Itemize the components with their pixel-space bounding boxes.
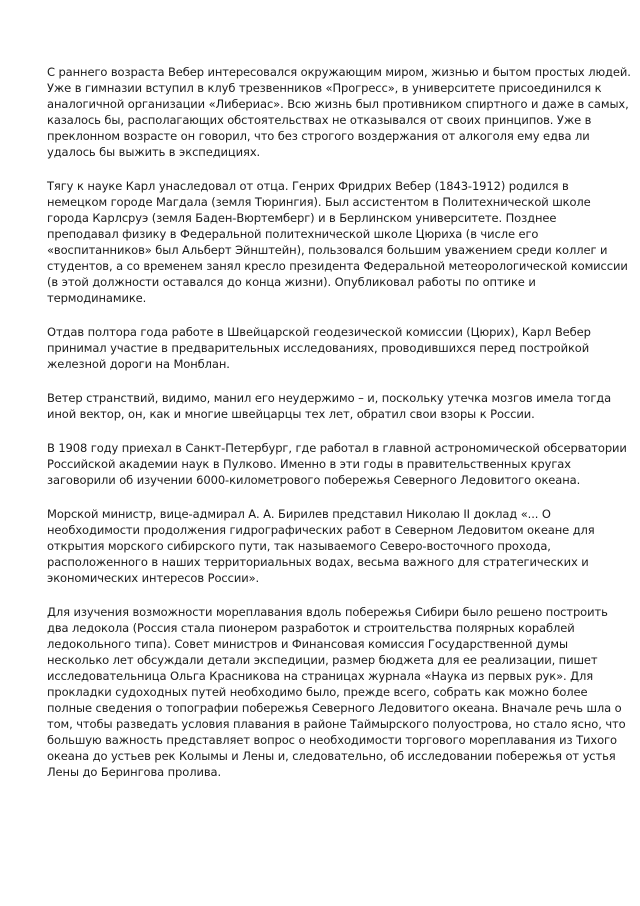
paragraph-naval-minister — [47, 506, 607, 586]
text-line: Ветер странствий, видимо, манил его неудержимо – и, поскольку утечка мозгов имела тогда — [47, 391, 612, 405]
paragraph-wanderlust — [47, 390, 612, 422]
text-line: студентов, а со временем занял кресло президента Федеральной метеорологической комиссии — [47, 259, 628, 273]
text-line: казалось бы, располагающих обстоятельствах не отказывался от своих принципов. Уже в — [47, 113, 592, 127]
text-line: преподавал физику в Федеральной политехнической школе Цюриха (в числе его — [47, 227, 539, 241]
text-line: термодинамике. — [47, 291, 147, 305]
text-line: немецком городе Магдала (земля Тюрингия). Был ассистентом в Политехнической школе — [47, 195, 591, 209]
text-line: С раннего возраста Вебер интересовался окружающим миром, жизнью и бытом простых людей. — [47, 65, 631, 79]
document-body — [47, 64, 631, 798]
text-line: Тягу к науке Карл унаследовал от отца. Генрих Фридрих Вебер (1843-1912) родился в — [47, 179, 569, 193]
text-line: принимал участие в предварительных исследованиях, проводившихся перед постройкой — [47, 341, 590, 355]
paragraph-geodetic-commission — [47, 324, 607, 372]
text-line: ледокольного типа). Совет министров и Финансовая комиссия Государственной думы — [47, 637, 568, 651]
text-line: «воспитанников» был Альберт Эйнштейн), пользовался большим уважением среди коллег и — [47, 243, 608, 257]
text-line: большую важность представляет вопрос о необходимости торгового мореплавания из Тихого — [47, 733, 617, 747]
text-line: открытия морского сибирского пути, так называемого Северо-восточного прохода, — [47, 539, 551, 553]
text-line: Для изучения возможности мореплавания вдоль побережья Сибири было решено построить — [47, 605, 608, 619]
text-line: экономических интересов России». — [47, 571, 260, 585]
text-line: том, чтобы разведать условия плавания в районе Таймырского полуострова, но стало ясно, что — [47, 717, 626, 731]
text-line: Уже в гимназии вступил в клуб трезвенников «Прогресс», в университете присоединился к — [47, 81, 602, 95]
text-line: иной вектор, он, как и многие швейцарцы тех лет, обратил свои взоры к России. — [47, 407, 535, 421]
text-line: города Карлсруэ (земля Баден-Вюртемберг) и в Берлинском университете. Позднее — [47, 211, 557, 225]
text-line: заговорили об изучении 6000-километрового побережья Северного Ледовитого океана. — [47, 473, 581, 487]
text-line: океана до устьев рек Колымы и Лены и, следовательно, об исследовании побережья от устья — [47, 749, 616, 763]
paragraph-father — [47, 178, 628, 306]
text-line: Морской министр, вице-адмирал А. А. Бирилев представил Николаю II доклад «... О — [47, 507, 551, 521]
paragraph-childhood — [47, 64, 631, 160]
paragraph-icebreakers — [47, 604, 626, 780]
text-line: В 1908 году приехал в Санкт-Петербург, где работал в главной астрономической обсерватории — [47, 441, 627, 455]
text-line: железной дороги на Монблан. — [47, 357, 230, 371]
text-line: исследовательница Ольга Красникова на страницах журнала «Наука из первых рук». Для — [47, 669, 594, 683]
text-line: аналогичной организации «Либериас». Всю жизнь был противником спиртного и даже в самых, — [47, 97, 629, 111]
text-line: преклонном возрасте он говорил, что без строгого воздержания от алкоголя ему едва ли — [47, 129, 590, 143]
text-line: Российской академии наук в Пулково. Именно в эти годы в правительственных кругах — [47, 457, 571, 471]
text-line: необходимости продолжения гидрографических работ в Северном Ледовитом океане для — [47, 523, 595, 537]
text-line: Лены до Берингова пролива. — [47, 765, 221, 779]
text-line: несколько лет обсуждали детали экспедиции, размер бюджета для ее реализации, пишет — [47, 653, 598, 667]
text-line: два ледокола (Россия стала пионером разработок и строительства полярных кораблей — [47, 621, 575, 635]
text-line: удалось бы выжить в экспедициях. — [47, 145, 261, 159]
text-line: (в этой должности оставался до конца жизни). Опубликовал работы по оптике и — [47, 275, 536, 289]
text-line: Отдав полтора года работе в Швейцарской геодезической комиссии (Цюрих), Карл Вебер — [47, 325, 591, 339]
text-line: полные сведения о топографии побережья Северного Ледовитого океана. Вначале речь шла о — [47, 701, 622, 715]
text-line: расположенного в наших территориальных водах, весьма важного для стратегических и — [47, 555, 589, 569]
paragraph-saint-petersburg — [47, 440, 627, 488]
text-line: прокладки судоходных путей необходимо было, прежде всего, собрать как можно более — [47, 685, 588, 699]
